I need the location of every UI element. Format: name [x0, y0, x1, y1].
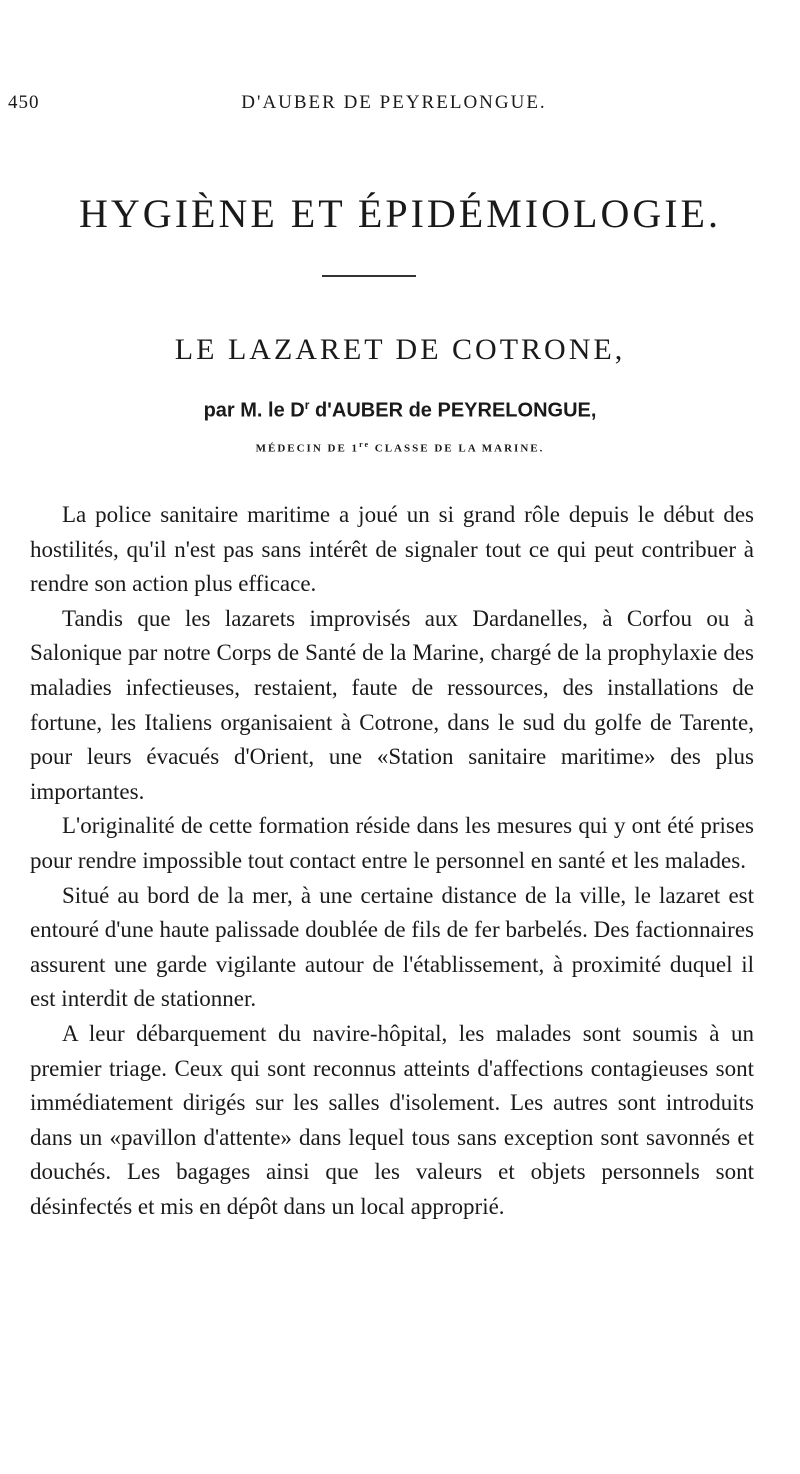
- section-title: HYGIÈNE ET ÉPIDÉMIOLOGIE.: [79, 191, 721, 236]
- affiliation-after: CLASSE DE LA MARINE.: [370, 442, 545, 455]
- byline-author: d'AUBER de PEYRELONGUE,: [309, 399, 597, 422]
- author-affiliation: [0, 440, 800, 455]
- author-byline: [0, 398, 800, 423]
- page-number: 450: [8, 92, 40, 113]
- article-body: [30, 498, 754, 1224]
- paragraph: Tandis que les lazarets improvisés aux Dardanelles, à Corfou ou à Salonique par notre Corps de Santé de la Marine, chargé de la prophylaxie des maladies infectieuses, restaient, faute de ressources, des installations de fortune, les Italiens organisaient à Cotrone, dans le sud du golfe de Tarente, pour leurs évacués d'Orient, une «Station sanitaire maritime» des plus importantes.: [30, 605, 754, 804]
- byline-prefix: par M. le D: [203, 399, 305, 422]
- affiliation-superscript: re: [359, 440, 371, 449]
- running-title: D'AUBER DE PEYRELONGUE.: [241, 92, 547, 113]
- paragraph: L'originalité de cette formation réside dans les mesures qui y ont été prises pour rendre impossible tout contact entre le personnel en santé et les malades.: [30, 813, 754, 873]
- title-divider: [322, 275, 416, 277]
- byline-superscript: r: [304, 398, 310, 412]
- paragraph: La police sanitaire maritime a joué un si grand rôle depuis le début des hostilités, qu'il n'est pas sans intérêt de signaler tout ce qui peut contribuer à rendre son action plus efficace.: [30, 502, 754, 597]
- paragraph: Situé au bord de la mer, à une certaine distance de la ville, le lazaret est entouré d'une haute palissade doublée de fils de fer barbelés. Des factionnaires assurent une garde vigilante autour de l'établissement, à proximité duquel il est interdit de stationner.: [30, 882, 754, 1012]
- article-title: LE LAZARET DE COTRONE,: [174, 333, 626, 366]
- paragraph: A leur débarquement du navire-hôpital, les malades sont soumis à un premier triage. Ceux qui sont reconnus atteints d'affections contagieuses sont immédiatement dirigés sur les salles d'isolement. Les autres sont introduits dans un «pavillon d'attente» dans lequel tous sans exception sont savonnés et douchés. Les bagages ainsi que les valeurs et objets personnels sont désinfectés et mis en dépôt dans un local approprié.: [30, 1020, 754, 1219]
- running-head: [8, 92, 780, 122]
- affiliation-before: MÉDECIN DE 1: [255, 442, 360, 455]
